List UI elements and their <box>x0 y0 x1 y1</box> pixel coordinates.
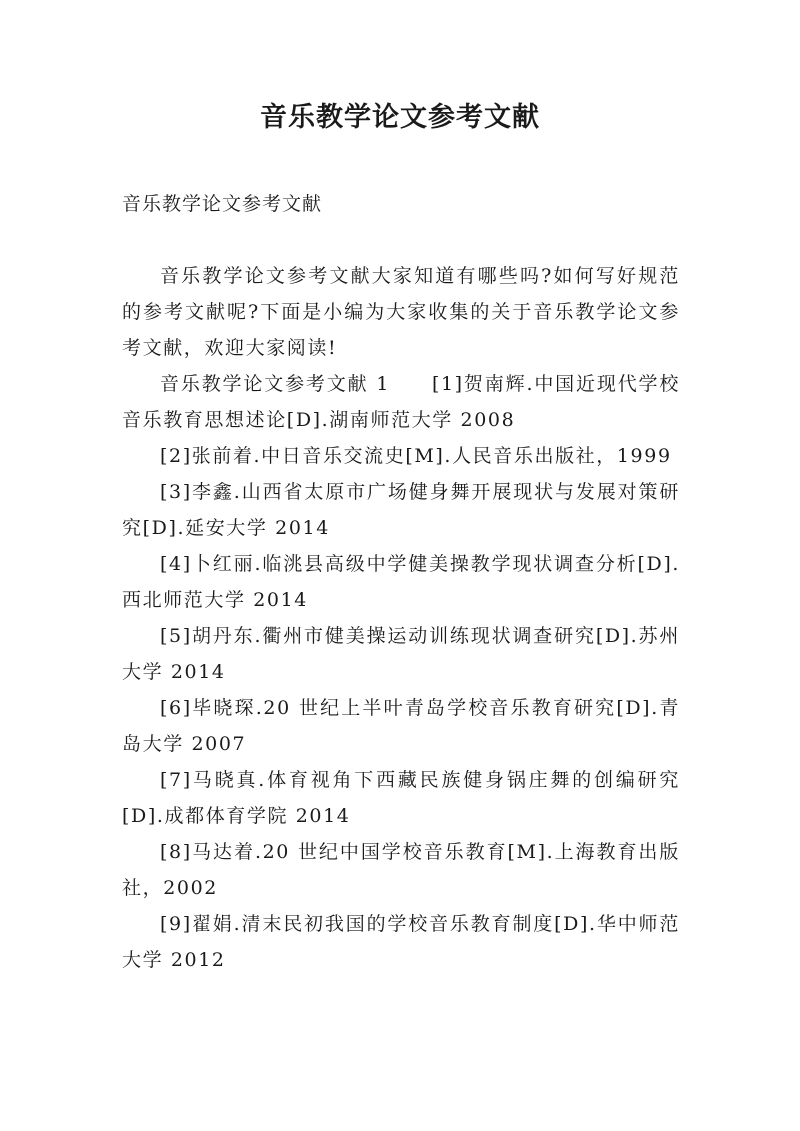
reference-item: [2]张前着.中日音乐交流史[M].人民音乐出版社，1999 <box>160 445 672 467</box>
reference-item: 音乐教学论文参考文献 1 [1]贺南辉.中国近现代学校音乐教育思想述论[D].湖南师范大学 2008 <box>122 373 680 431</box>
reference-item: [9]翟娟.清末民初我国的学校音乐教育制度[D].华中师范大学 2012 <box>122 913 680 971</box>
reference-item: [6]毕晓琛.20 世纪上半叶青岛学校音乐教育研究[D].青岛大学 2007 <box>122 697 680 755</box>
reference-item: [5]胡丹东.衢州市健美操运动训练现状调查研究[D].苏州大学 2014 <box>122 625 680 683</box>
reference-item: [7]马晓真.体育视角下西藏民族健身锅庄舞的创编研究[D].成都体育学院 2014 <box>122 769 680 827</box>
document-body <box>122 258 680 978</box>
document-title: 音乐教学论文参考文献 <box>260 102 540 133</box>
reference-item: [4]卜红丽.临洮县高级中学健美操教学现状调查分析[D].西北师范大学 2014 <box>122 553 680 611</box>
document-subtitle: 音乐教学论文参考文献 <box>122 193 323 215</box>
reference-item: [8]马达着.20 世纪中国学校音乐教育[M].上海教育出版社，2002 <box>122 841 680 899</box>
intro-paragraph: 音乐教学论文参考文献大家知道有哪些吗?如何写好规范的参考文献呢?下面是小编为大家收集的关于音乐教学论文参考文献，欢迎大家阅读! <box>122 265 680 359</box>
reference-item: [3]李鑫.山西省太原市广场健身舞开展现状与发展对策研究[D].延安大学 2014 <box>122 481 680 539</box>
